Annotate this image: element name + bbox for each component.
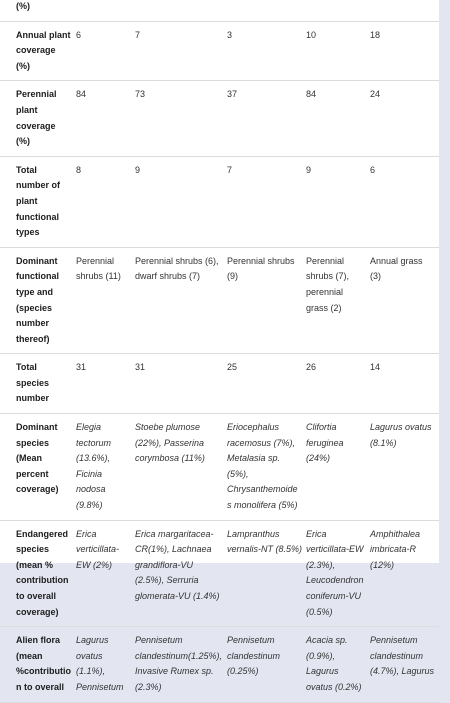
table-row — [0, 247, 439, 354]
table-cell: 84 — [76, 81, 135, 156]
table-cell — [76, 0, 135, 21]
table-row — [0, 21, 439, 81]
table-cell: Lagurus ovatus (8.1%) — [370, 414, 439, 521]
row-header: (%) — [0, 0, 76, 21]
table-cell: 3 — [227, 21, 306, 81]
table-cell: Acacia sp. (0.9%), Lagurus ovatus (0.2%) — [306, 627, 370, 702]
table-cell: 10 — [306, 21, 370, 81]
table-cell: 6 — [76, 21, 135, 81]
table-cell: Annual grass (3) — [370, 247, 439, 354]
table-cell: 9 — [135, 156, 227, 247]
table-cell: Perennial shrubs (7), perennial grass (2) — [306, 247, 370, 354]
table-cell: Perennial shrubs (11) — [76, 247, 135, 354]
row-header: Alien flora (mean %contribution to overall — [0, 627, 76, 702]
row-header: Dominant functional type and (species number thereof) — [0, 247, 76, 354]
table-cell: 26 — [306, 354, 370, 414]
table-cell: 7 — [135, 21, 227, 81]
table-row — [0, 81, 439, 156]
table-cell: 8 — [76, 156, 135, 247]
table-cell: 14 — [370, 354, 439, 414]
table-cell: Lampranthus vernalis-NT (8.5%) — [227, 520, 306, 627]
row-header: Total species number — [0, 354, 76, 414]
table-cell: 25 — [227, 354, 306, 414]
table-row — [0, 0, 439, 21]
table-row — [0, 354, 439, 414]
table-cell: 18 — [370, 21, 439, 81]
table-cell: Eriocephalus racemosus (7%), Metalasia sp. (5%), Chrysanthemoides monolifera (5%) — [227, 414, 306, 521]
table-cell: 6 — [370, 156, 439, 247]
table-cell: Clifortia feruginea (24%) — [306, 414, 370, 521]
table-cell: 31 — [76, 354, 135, 414]
table-cell: 9 — [306, 156, 370, 247]
table-cell: Pennisetum clandestinum (0.25%) — [227, 627, 306, 702]
table-row — [0, 627, 439, 702]
table-cell: Stoebe plumose (22%), Passerina corymbosa (11%) — [135, 414, 227, 521]
page-margin — [439, 0, 450, 563]
table-row — [0, 520, 439, 627]
table-row — [0, 414, 439, 521]
table-cell: Erica verticillata-EW (2.3%), Leucodendron coniferum-VU (0.5%) — [306, 520, 370, 627]
row-header: Total number of plant functional types — [0, 156, 76, 247]
table-cell: Perennial shrubs (9) — [227, 247, 306, 354]
row-header: Annual plant coverage (%) — [0, 21, 76, 81]
row-header: Perennial plant coverage (%) — [0, 81, 76, 156]
table-cell: Pennisetum clandestinum(1.25%), Invasive Rumex sp. (2.3%) — [135, 627, 227, 702]
table-cell: Lagurus ovatus (1.1%), Pennisetum — [76, 627, 135, 702]
table-cell — [370, 0, 439, 21]
table-cell — [306, 0, 370, 21]
table-cell: Elegia tectorum (13.6%), Ficinia nodosa (9.8%) — [76, 414, 135, 521]
table-cell: 24 — [370, 81, 439, 156]
table-cell: 31 — [135, 354, 227, 414]
row-header: Endangered species (mean % contribution to overall coverage) — [0, 520, 76, 627]
table-row — [0, 156, 439, 247]
table-cell: 84 — [306, 81, 370, 156]
table-cell: Erica margaritacea-CR(1%), Lachnaea grandiflora-VU (2.5%), Serruria glomerata-VU (1.4%) — [135, 520, 227, 627]
table-cell: Perennial shrubs (6), dwarf shrubs (7) — [135, 247, 227, 354]
table-cell: 7 — [227, 156, 306, 247]
table-cell: 73 — [135, 81, 227, 156]
row-header: Dominant species (Mean percent coverage) — [0, 414, 76, 521]
table-cell: Pennisetum clandestinum (4.7%), Lagurus — [370, 627, 439, 702]
table-cell: 37 — [227, 81, 306, 156]
table-cell: Erica verticillata-EW (2%) — [76, 520, 135, 627]
table-cell — [227, 0, 306, 21]
table-cell: Amphithalea imbricata-R (12%) — [370, 520, 439, 627]
table-cell — [135, 0, 227, 21]
